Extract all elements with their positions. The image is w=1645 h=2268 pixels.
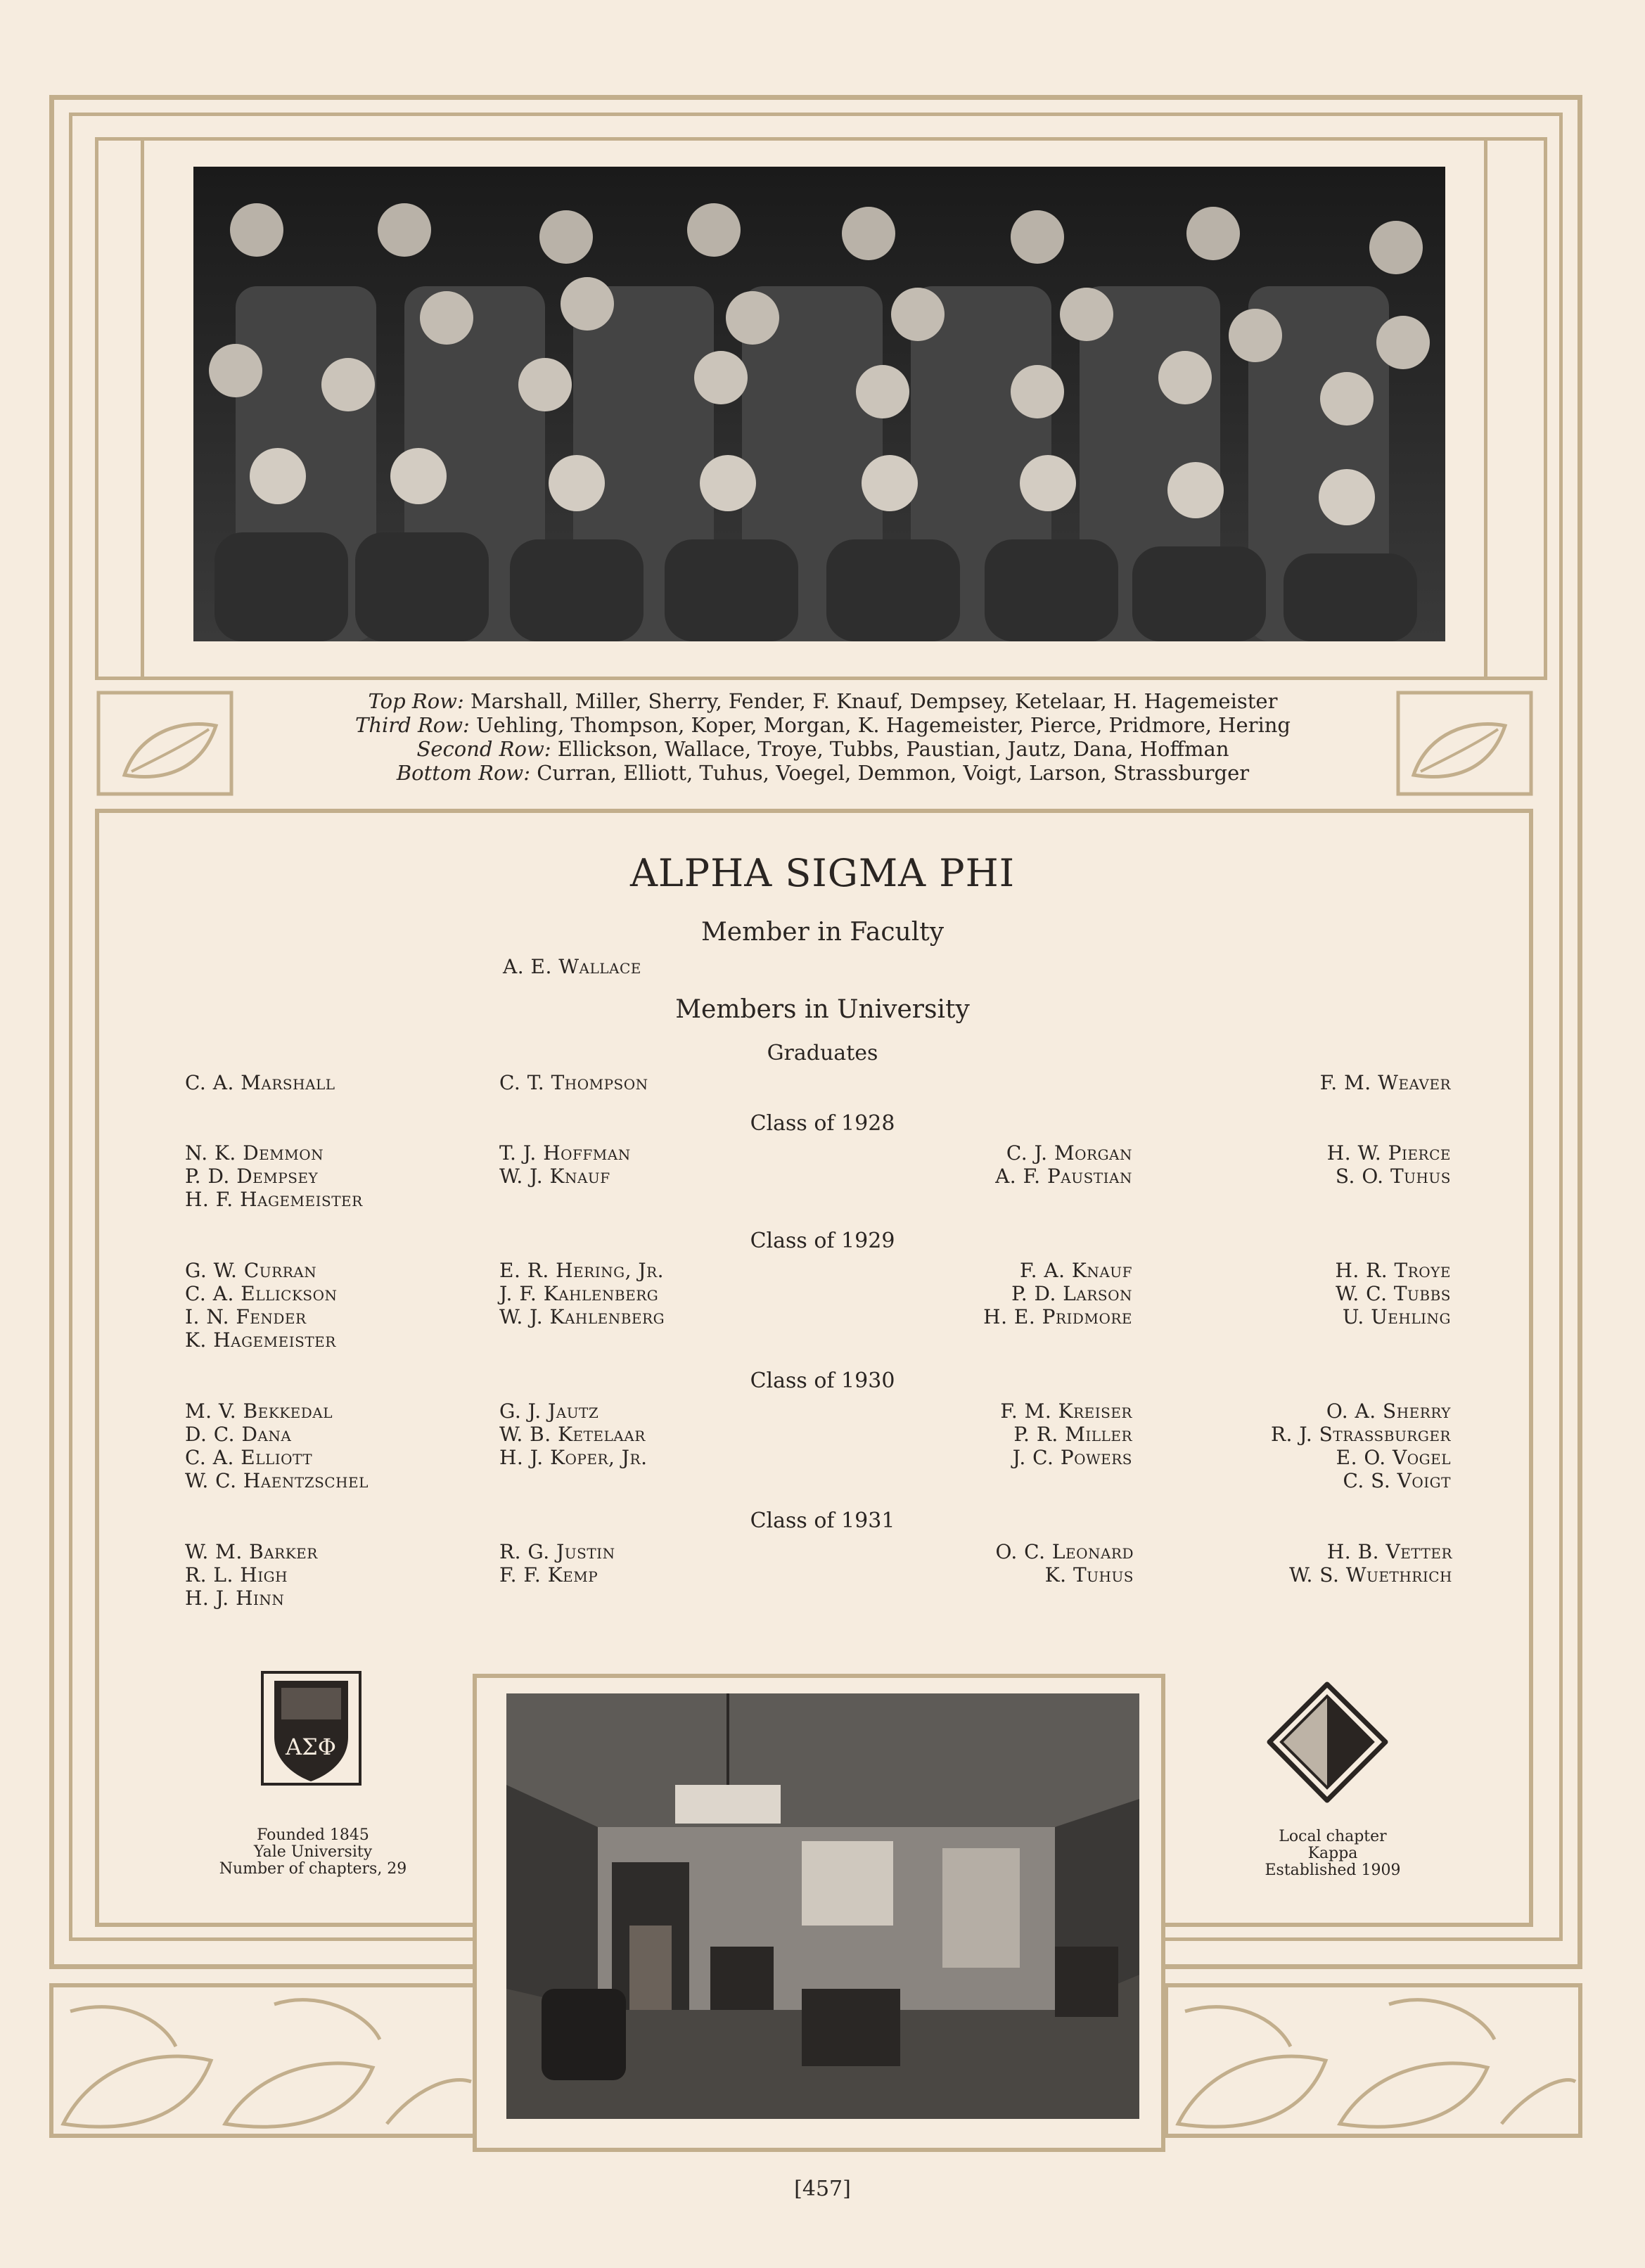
class-1928-col1 [185,1141,363,1211]
page-number: [457] [794,2177,851,2201]
member-name: D. C. Dana [185,1423,292,1446]
member-name: P. D. Dempsey [185,1165,319,1188]
member-name: H. J. Hinn [185,1587,285,1610]
graduate-name: C. T. Thompson [499,1071,648,1094]
group-photo-image [193,167,1445,641]
caption-line: Bottom Row: Curran, Elliott, Tuhus, Voegel, Demmon, Voigt, Larson, Strassburger [396,761,1250,785]
class-1929-heading: Class of 1929 [750,1229,895,1253]
member-name: K. Tuhus [1044,1563,1134,1587]
graduate-name: C. A. Marshall [185,1071,335,1094]
member-name: T. J. Hoffman [499,1141,631,1165]
class-1928-col2 [499,1141,631,1188]
class-1929-col4 [1196,1259,1451,1328]
member-name: H. E. Pridmore [983,1305,1132,1328]
member-name: R. G. Justin [499,1540,615,1563]
class-1931-col3 [879,1540,1134,1587]
member-name: G. W. Curran [185,1259,317,1282]
member-name: R. L. High [185,1563,288,1587]
page-title: ALPHA SIGMA PHI [629,851,1016,895]
member-name: S. O. Tuhus [1335,1165,1451,1188]
member-name: O. C. Leonard [995,1540,1134,1563]
member-name: C. A. Elliott [185,1446,313,1469]
member-name: J. C. Powers [1012,1446,1132,1469]
leaf-border-left [49,1983,478,2138]
caption-line: Third Row: Uehling, Thompson, Koper, Morgan, K. Hagemeister, Pierce, Pridmore, Hering [355,713,1291,737]
class-1928-col4 [1196,1141,1451,1188]
member-name: M. V. Bekkedal [185,1399,333,1423]
member-name: P. D. Larson [1011,1282,1132,1305]
member-name: G. J. Jautz [499,1399,599,1423]
caption-line: Second Row: Ellickson, Wallace, Troye, Tubbs, Paustian, Jautz, Dana, Hoffman [416,737,1229,761]
caption-line: Top Row: Marshall, Miller, Sherry, Fender, F. Knauf, Dempsey, Ketelaar, H. Hagemeister [368,689,1278,713]
member-name: C. A. Ellickson [185,1282,338,1305]
photo-caption [267,689,1378,785]
member-name: H. B. Vetter [1326,1540,1452,1563]
leaf-ornament-right [1396,691,1533,796]
member-name: I. N. Fender [185,1305,307,1328]
class-1928-heading: Class of 1928 [750,1111,895,1136]
member-name: W. C. Haentzschel [185,1469,369,1492]
member-name: H. W. Pierce [1326,1141,1451,1165]
class-1929-col2 [499,1259,665,1328]
member-name: W. J. Knauf [499,1165,610,1188]
leaf-border-right [1164,1983,1582,2138]
group-photo [193,167,1445,641]
class-1928-col3 [879,1141,1132,1188]
member-name: E. O. Vogel [1336,1446,1451,1469]
member-name: H. J. Koper, Jr. [499,1446,648,1469]
member-name: W. C. Tubbs [1335,1282,1451,1305]
class-1930-col4 [1196,1399,1451,1492]
member-name: H. F. Hagemeister [185,1188,363,1211]
member-name: C. J. Morgan [1006,1141,1132,1165]
class-1931-col1 [185,1540,318,1610]
class-1930-col1 [185,1399,369,1492]
graduate-name: F. M. Weaver [1319,1071,1451,1094]
interior-photo-image [506,1693,1139,2119]
member-name: O. A. Sherry [1326,1399,1451,1423]
class-1929-col1 [185,1259,338,1352]
member-name: J. F. Kahlenberg [499,1282,659,1305]
member-name: N. K. Demmon [185,1141,324,1165]
chapter-pin [1266,1681,1389,1804]
local-chapter-info: Local chapter Kappa Established 1909 [1265,1828,1401,1879]
leaf-ornament-left [96,691,233,796]
class-1931-col4 [1196,1540,1452,1587]
member-name: E. R. Hering, Jr. [499,1259,665,1282]
crest-letters: ΑΣΦ [286,1734,336,1760]
class-1929-col3 [879,1259,1132,1328]
member-name: H. R. Troye [1335,1259,1451,1282]
faculty-member: A. E. Wallace [503,955,641,978]
member-name: P. R. Miller [1013,1423,1132,1446]
founded-info: Founded 1845 Yale University Number of chapters, 29 [219,1826,407,1878]
graduates-heading: Graduates [767,1041,878,1065]
interior-photo [506,1693,1139,2119]
class-1931-col2 [499,1540,615,1587]
faculty-heading: Member in Faculty [700,918,945,947]
member-name: C. S. Voigt [1343,1469,1451,1492]
member-name: U. Uehling [1342,1305,1451,1328]
class-1930-col3 [879,1399,1132,1469]
member-name: F. M. Kreiser [1000,1399,1132,1423]
member-name: R. J. Strassburger [1270,1423,1451,1446]
member-name: W. M. Barker [185,1540,318,1563]
member-name: F. F. Kemp [499,1563,599,1587]
university-heading: Members in University [675,995,970,1024]
class-1930-heading: Class of 1930 [750,1369,895,1393]
member-name: W. S. Wuethrich [1289,1563,1452,1587]
member-name: W. J. Kahlenberg [499,1305,665,1328]
member-name: K. Hagemeister [185,1328,336,1352]
member-name: A. F. Paustian [995,1165,1132,1188]
member-name: W. B. Ketelaar [499,1423,646,1446]
fraternity-crest [260,1670,362,1786]
class-1931-heading: Class of 1931 [750,1508,895,1533]
class-1930-col2 [499,1399,647,1469]
member-name: F. A. Knauf [1020,1259,1132,1282]
